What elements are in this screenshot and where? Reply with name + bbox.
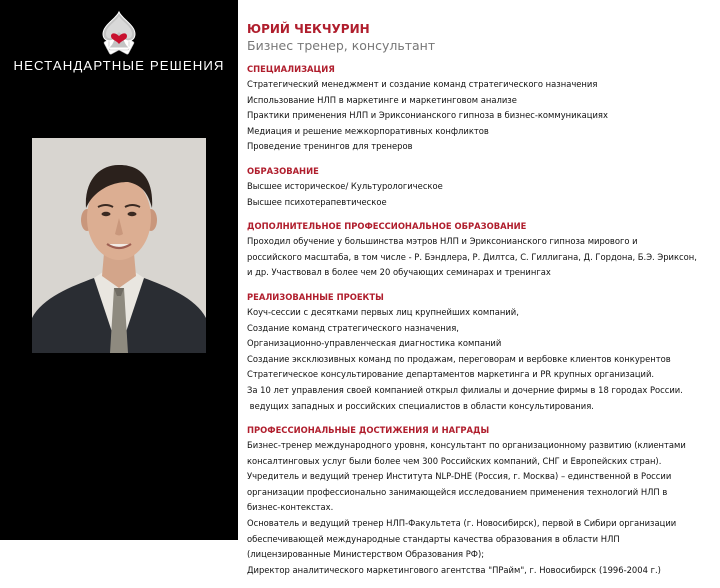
section-line: Учредитель и ведущий тренер Института NLP-DHE (Россия, г. Москва) – единственной в России xyxy=(247,471,672,482)
section-title: ДОПОЛНИТЕЛЬНОЕ ПРОФЕССИОНАЛЬНОЕ ОБРАЗОВАНИЕ xyxy=(247,221,527,232)
section-line: Высшее психотерапевтическое xyxy=(247,196,387,207)
section-line: За 10 лет управления своей компанией открыл филиалы и дочерние фирмы в 18 городах России. xyxy=(247,384,683,395)
section-title: СПЕЦИАЛИЗАЦИЯ xyxy=(247,64,335,74)
section-line: и др. Участвовал в более чем 20 обучающих семинарах и тренингах xyxy=(247,267,551,278)
section-title: ОБРАЗОВАНИЕ xyxy=(247,165,319,176)
section-line: бизнес-контекстах. xyxy=(247,502,334,513)
brand-name: НЕСТАНДАРТНЫЕ РЕШЕНИЯ xyxy=(13,58,225,73)
section-additional-education xyxy=(247,220,713,281)
section-line: консалтинговых услуг были более чем 300 Российских компаний, СНГ и Европейских стран). xyxy=(247,455,662,466)
section-line: Основатель и ведущий тренер НЛП-Факультета (г. Новосибирск), первой в Сибири организации xyxy=(247,518,677,529)
section-line: организации профессионально занимающейся исследованием применения технологий НЛП в xyxy=(247,486,668,497)
section-achievements xyxy=(247,424,713,578)
section-specialization xyxy=(247,63,713,155)
section-education xyxy=(247,165,713,210)
section-line: Создание эксклюзивных команд по продажам, переговорам и вербовке клиентов конкурентов xyxy=(247,353,671,364)
section-line: Проведение тренингов для тренеров xyxy=(247,141,413,152)
section-title: ПРОФЕССИОНАЛЬНЫЕ ДОСТИЖЕНИЯ И НАГРАДЫ xyxy=(247,425,490,436)
section-line: Коуч-сессии с десятками первых лиц крупнейших компаний, xyxy=(247,306,519,317)
section-line: Бизнес-тренер международного уровня, консультант по организационному развитию (клиентами xyxy=(247,440,686,451)
section-line: Создание команд стратегического назначения, xyxy=(247,322,459,333)
section-line: (лицензированные Министерством Образования РФ); xyxy=(247,549,485,560)
section-line: российского масштаба, в том числе - Р. Бэндлера, Р. Дилтса, С. Гиллигана, Д. Гордона, Б.Э. Эриксон, xyxy=(247,251,697,262)
person-role: Бизнес тренер, консультант xyxy=(247,38,436,53)
section-line: ведущих западных и российских специалистов в области консультирования. xyxy=(247,400,594,411)
portrait-photo xyxy=(32,138,206,353)
spade-card-logo-icon xyxy=(94,10,144,56)
section-line: Высшее историческое/ Культурологическое xyxy=(247,180,443,191)
section-line: обеспечивающей международные стандарты качества образования в области НЛП xyxy=(247,533,620,544)
section-line: Проходил обучение у большинства мэтров НЛП и Эриксонианского гипноза мирового и xyxy=(247,236,638,247)
left-panel xyxy=(0,0,238,540)
section-projects xyxy=(247,291,713,414)
person-name: ЮРИЙ ЧЕКЧУРИН xyxy=(247,22,370,36)
section-title: РЕАЛИЗОВАННЫЕ ПРОЕКТЫ xyxy=(247,291,384,302)
profile-content xyxy=(247,21,713,588)
section-line: Стратегическое консультирование департаментов маркетинга и PR крупных организаций. xyxy=(247,369,655,380)
section-line: Директор аналитического маркетингового агентства "ПРайм", г. Новосибирск (1996-2004 г.) xyxy=(247,564,661,575)
section-line: Стратегический менеджмент и создание команд стратегического назначения xyxy=(247,79,598,89)
section-line: Использование НЛП в маркетинге и маркетинговом анализе xyxy=(247,94,517,105)
section-line: Организационно-управленческая диагностика компаний xyxy=(247,338,502,349)
section-line: Медиация и решение межкорпоративных конфликтов xyxy=(247,125,489,136)
section-line: Практики применения НЛП и Эриксонианского гипноза в бизнес-коммуникациях xyxy=(247,110,608,121)
